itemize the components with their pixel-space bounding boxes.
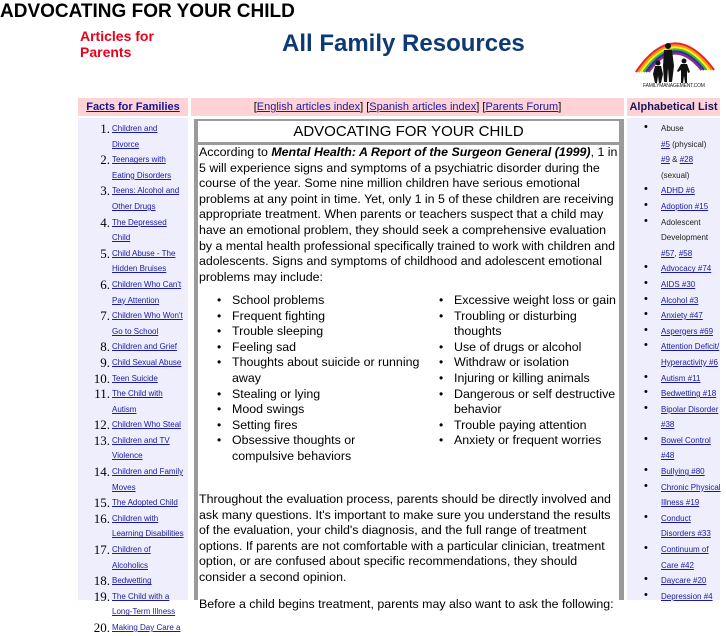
- item-number: 5.: [100, 245, 110, 261]
- topic-link[interactable]: Bipolar Disorder #38: [661, 404, 719, 430]
- item-number: 19.: [93, 588, 110, 604]
- source-citation: Mental Health: A Report of the Surgeon General (1999): [271, 145, 591, 159]
- topic-link[interactable]: Depression #4: [661, 591, 713, 601]
- alphabetical-list-item: [640, 371, 724, 387]
- item-number: 2.: [100, 152, 110, 168]
- item-number: 10.: [93, 370, 110, 386]
- symptoms-list: [198, 293, 619, 465]
- symptom-item: • Mood swings: [198, 402, 420, 418]
- topic-link[interactable]: Conduct Disorders #33: [661, 513, 711, 539]
- alphabetical-list-item: [640, 261, 724, 277]
- item-number: 14.: [93, 464, 110, 480]
- facts-article-link[interactable]: Children of Alcoholics: [112, 545, 151, 570]
- facts-list-item: [82, 433, 186, 464]
- facts-list-item: [82, 464, 186, 495]
- topic-link[interactable]: Bullying #80: [661, 467, 705, 477]
- item-number: 3.: [100, 183, 110, 199]
- facts-list-item: [82, 417, 186, 433]
- article-content: [198, 145, 619, 611]
- topic-link[interactable]: Bowel Control #48: [661, 435, 711, 461]
- alphabetical-list-item: [640, 386, 724, 402]
- treatment-questions-paragraph: Before a child begins treatment, parents may also want to ask the following:: [199, 597, 614, 611]
- topic-link[interactable]: Adoption #15: [661, 201, 709, 211]
- article-title: ADVOCATING FOR YOUR CHILD: [198, 121, 619, 142]
- item-number: 12.: [93, 417, 110, 433]
- item-number: 4.: [100, 214, 110, 230]
- item-number: 6.: [100, 276, 110, 292]
- topic-link[interactable]: Autism #11: [661, 373, 701, 383]
- logo-caption: FAMILYMANAGEMENT.COM: [643, 83, 705, 89]
- facts-article-link[interactable]: Children and Divorce: [112, 124, 158, 149]
- item-number: 15.: [93, 495, 110, 511]
- facts-list-item: [82, 355, 186, 371]
- facts-article-link[interactable]: Children with Learning Disabilities: [112, 513, 184, 539]
- alphabetical-list-item: [640, 339, 724, 370]
- symptom-item: • Anxiety or frequent worries: [420, 433, 618, 449]
- facts-list-item: [82, 246, 186, 277]
- facts-article-link[interactable]: Teen Suicide: [112, 373, 158, 383]
- alphabetical-list-item: [640, 542, 724, 573]
- intro-paragraph: According to Mental Health: A Report of the Surgeon General (1999), 1 in 5 will experience signs and symptoms of a psychiatric disorder during the course of the year. Some nine million children have serious emotional problems at any point in time. Yet, only 1 in 5 of these children are receiving appropriate treatment. When parents or teachers suspect that a child may have an emotional problem, they should seek a comprehensive evaluation by a mental health professional specifically trained to work with children and adolescents. Signs and symptoms of childhood and adolescent emotional problems may include:: [199, 145, 618, 284]
- symptom-item: • Feeling sad: [198, 340, 420, 356]
- alphabetical-list-item: [640, 464, 724, 480]
- alphabetical-list-item: [640, 324, 724, 340]
- facts-list-item: [82, 371, 186, 387]
- symptom-item: • School problems: [198, 293, 420, 309]
- symptom-item: • Frequent fighting: [198, 309, 420, 325]
- facts-list-item: [82, 339, 186, 355]
- symptom-item: • Dangerous or self destructive behavior: [420, 387, 618, 418]
- facts-list-item: [82, 542, 186, 573]
- symptom-item: • Trouble sleeping: [198, 324, 420, 340]
- facts-article-link[interactable]: The Depressed Child: [112, 217, 167, 243]
- topic-link[interactable]: Bedwetting #18: [661, 389, 717, 399]
- topic-link[interactable]: Continuum of Care #42: [661, 545, 709, 570]
- topic-link[interactable]: Daycare #20: [661, 576, 707, 586]
- alphabetical-list-item: [640, 511, 724, 542]
- symptom-item: • Obsessive thoughts or compulsive behaviors: [198, 433, 420, 464]
- topic-link[interactable]: Chronic Physical Illness #19: [661, 482, 721, 508]
- topic-link[interactable]: Aspergers #69: [661, 326, 714, 336]
- alphabetical-list-item: [640, 308, 724, 324]
- facts-list-item: [82, 386, 186, 417]
- alphabetical-list: [640, 121, 724, 604]
- topic-link[interactable]: AIDS #30: [661, 279, 696, 289]
- top-nav-bar: [English articles index] [Spanish articles index] [Parents Forum]: [191, 98, 624, 116]
- facts-list: [82, 121, 186, 636]
- symptom-item: • Troubling or disturbing thoughts: [420, 309, 618, 340]
- facts-article-link[interactable]: The Adopted Child: [112, 498, 178, 508]
- facts-list-item: [82, 308, 186, 339]
- facts-list-item: [82, 620, 186, 636]
- articles-for-parents-label: Articles for Parents: [80, 28, 154, 60]
- symptom-item: • Excessive weight loss or gain: [420, 293, 618, 309]
- alphabetical-list-item: [640, 199, 724, 215]
- item-number: 7.: [100, 308, 110, 324]
- parents-forum-link[interactable]: Parents Forum: [485, 101, 559, 113]
- facts-article-link[interactable]: Children Who Steal: [112, 420, 181, 430]
- symptoms-left-column: [198, 293, 420, 465]
- item-number: 18.: [93, 573, 110, 589]
- alphabetical-list-item: [640, 480, 724, 511]
- facts-article-link[interactable]: Teens: Alcohol and Other Drugs: [112, 186, 180, 211]
- alphabetical-list-item: [640, 293, 724, 309]
- topic-link[interactable]: ADHD #6: [661, 186, 695, 196]
- facts-article-link[interactable]: Bedwetting: [112, 576, 152, 586]
- facts-article-link[interactable]: Child Sexual Abuse: [112, 357, 182, 367]
- alphabetical-list-header: Alphabetical List: [627, 98, 720, 116]
- alphabetical-list-item: [640, 277, 724, 293]
- site-title: All Family Resources: [282, 30, 525, 57]
- facts-for-families-header: [78, 98, 188, 116]
- facts-article-link[interactable]: Teenagers with Eating Disorders: [112, 155, 172, 180]
- facts-for-families-link[interactable]: Facts for Families: [86, 101, 180, 113]
- facts-article-link[interactable]: Children and Grief: [112, 342, 177, 352]
- facts-article-link[interactable]: Children and Family Moves: [112, 467, 184, 492]
- page-heading: ADVOCATING FOR YOUR CHILD: [0, 1, 295, 22]
- topic-link[interactable]: #5: [661, 139, 670, 149]
- alphabetical-list-item: • Adolescent Development #57, #58: [640, 215, 724, 262]
- facts-list-item: [82, 511, 186, 542]
- evaluation-paragraph: Throughout the evaluation process, parents should be directly involved and ask many questions. It's important to make sure you understand the results of the evaluation, your child's diagnosis, and the full range of treatment options. If parents are not comfortable with a particular clinician, treatment option, or are confused about specific recommendations, they should consider a second opinion.: [199, 492, 611, 584]
- topic-link[interactable]: Alcohol #3: [661, 295, 699, 305]
- facts-list-item: [82, 277, 186, 308]
- spanish-articles-index-link[interactable]: Spanish articles index: [369, 101, 477, 113]
- symptoms-right-column: [420, 293, 618, 465]
- symptom-item: • Withdraw or isolation: [420, 355, 618, 371]
- item-number: 13.: [93, 432, 110, 448]
- facts-list-item: [82, 215, 186, 246]
- topic-link[interactable]: #9: [661, 155, 670, 165]
- topic-link[interactable]: #57: [661, 248, 675, 258]
- topic-link[interactable]: Attention Deficit/ Hyperactivity #6: [661, 342, 720, 367]
- symptom-item: • Thoughts about suicide or running away: [198, 355, 420, 386]
- topic-link[interactable]: Anxiety #47: [661, 311, 703, 321]
- symptom-item: • Use of drugs or alcohol: [420, 340, 618, 356]
- item-number: 20.: [93, 620, 110, 635]
- alphabetical-list-item: [640, 589, 724, 605]
- item-number: 11.: [94, 386, 110, 402]
- item-number: 16.: [93, 510, 110, 526]
- alphabetical-list-item: [640, 402, 724, 433]
- topic-link[interactable]: #58: [678, 248, 693, 258]
- facts-article-link[interactable]: Making Day Care a: [112, 623, 181, 632]
- symptom-item: • Injuring or killing animals: [420, 371, 618, 387]
- item-number: 1.: [100, 121, 110, 136]
- facts-list-item: [82, 152, 186, 183]
- symptom-item: • Stealing or lying: [198, 387, 420, 403]
- facts-article-link[interactable]: Children Who Won't Go to School: [112, 311, 183, 336]
- facts-article-link[interactable]: Children and TV Violence: [112, 435, 170, 461]
- english-articles-index-link[interactable]: English articles index: [256, 101, 361, 113]
- facts-list-item: [82, 183, 186, 214]
- topic-link[interactable]: #28: [679, 155, 694, 165]
- alphabetical-list-item: [640, 433, 724, 464]
- facts-article-link[interactable]: Children Who Can't Pay Attention: [112, 279, 182, 305]
- facts-list-item: [82, 495, 186, 511]
- topic-link[interactable]: Advocacy #74: [661, 264, 712, 274]
- symptom-item: • Trouble paying attention: [420, 418, 618, 434]
- facts-article-link[interactable]: The Child with Autism: [112, 389, 163, 414]
- item-number: 17.: [93, 542, 110, 558]
- alphabetical-list-item: [640, 573, 724, 589]
- alphabetical-list-item: • Abuse #5 (physical) #9 & #28 (sexual): [640, 121, 724, 183]
- item-number: 8.: [100, 339, 110, 355]
- symptom-item: • Setting fires: [198, 418, 420, 434]
- facts-article-link[interactable]: The Child with a Long-Term Illness: [112, 591, 176, 617]
- facts-list-item: [82, 573, 186, 589]
- facts-list-item: [82, 589, 186, 620]
- item-number: 9.: [100, 354, 110, 370]
- facts-article-link[interactable]: Child Abuse - The Hidden Bruises: [112, 248, 176, 274]
- facts-list-item: [82, 121, 186, 152]
- alphabetical-list-item: [640, 183, 724, 199]
